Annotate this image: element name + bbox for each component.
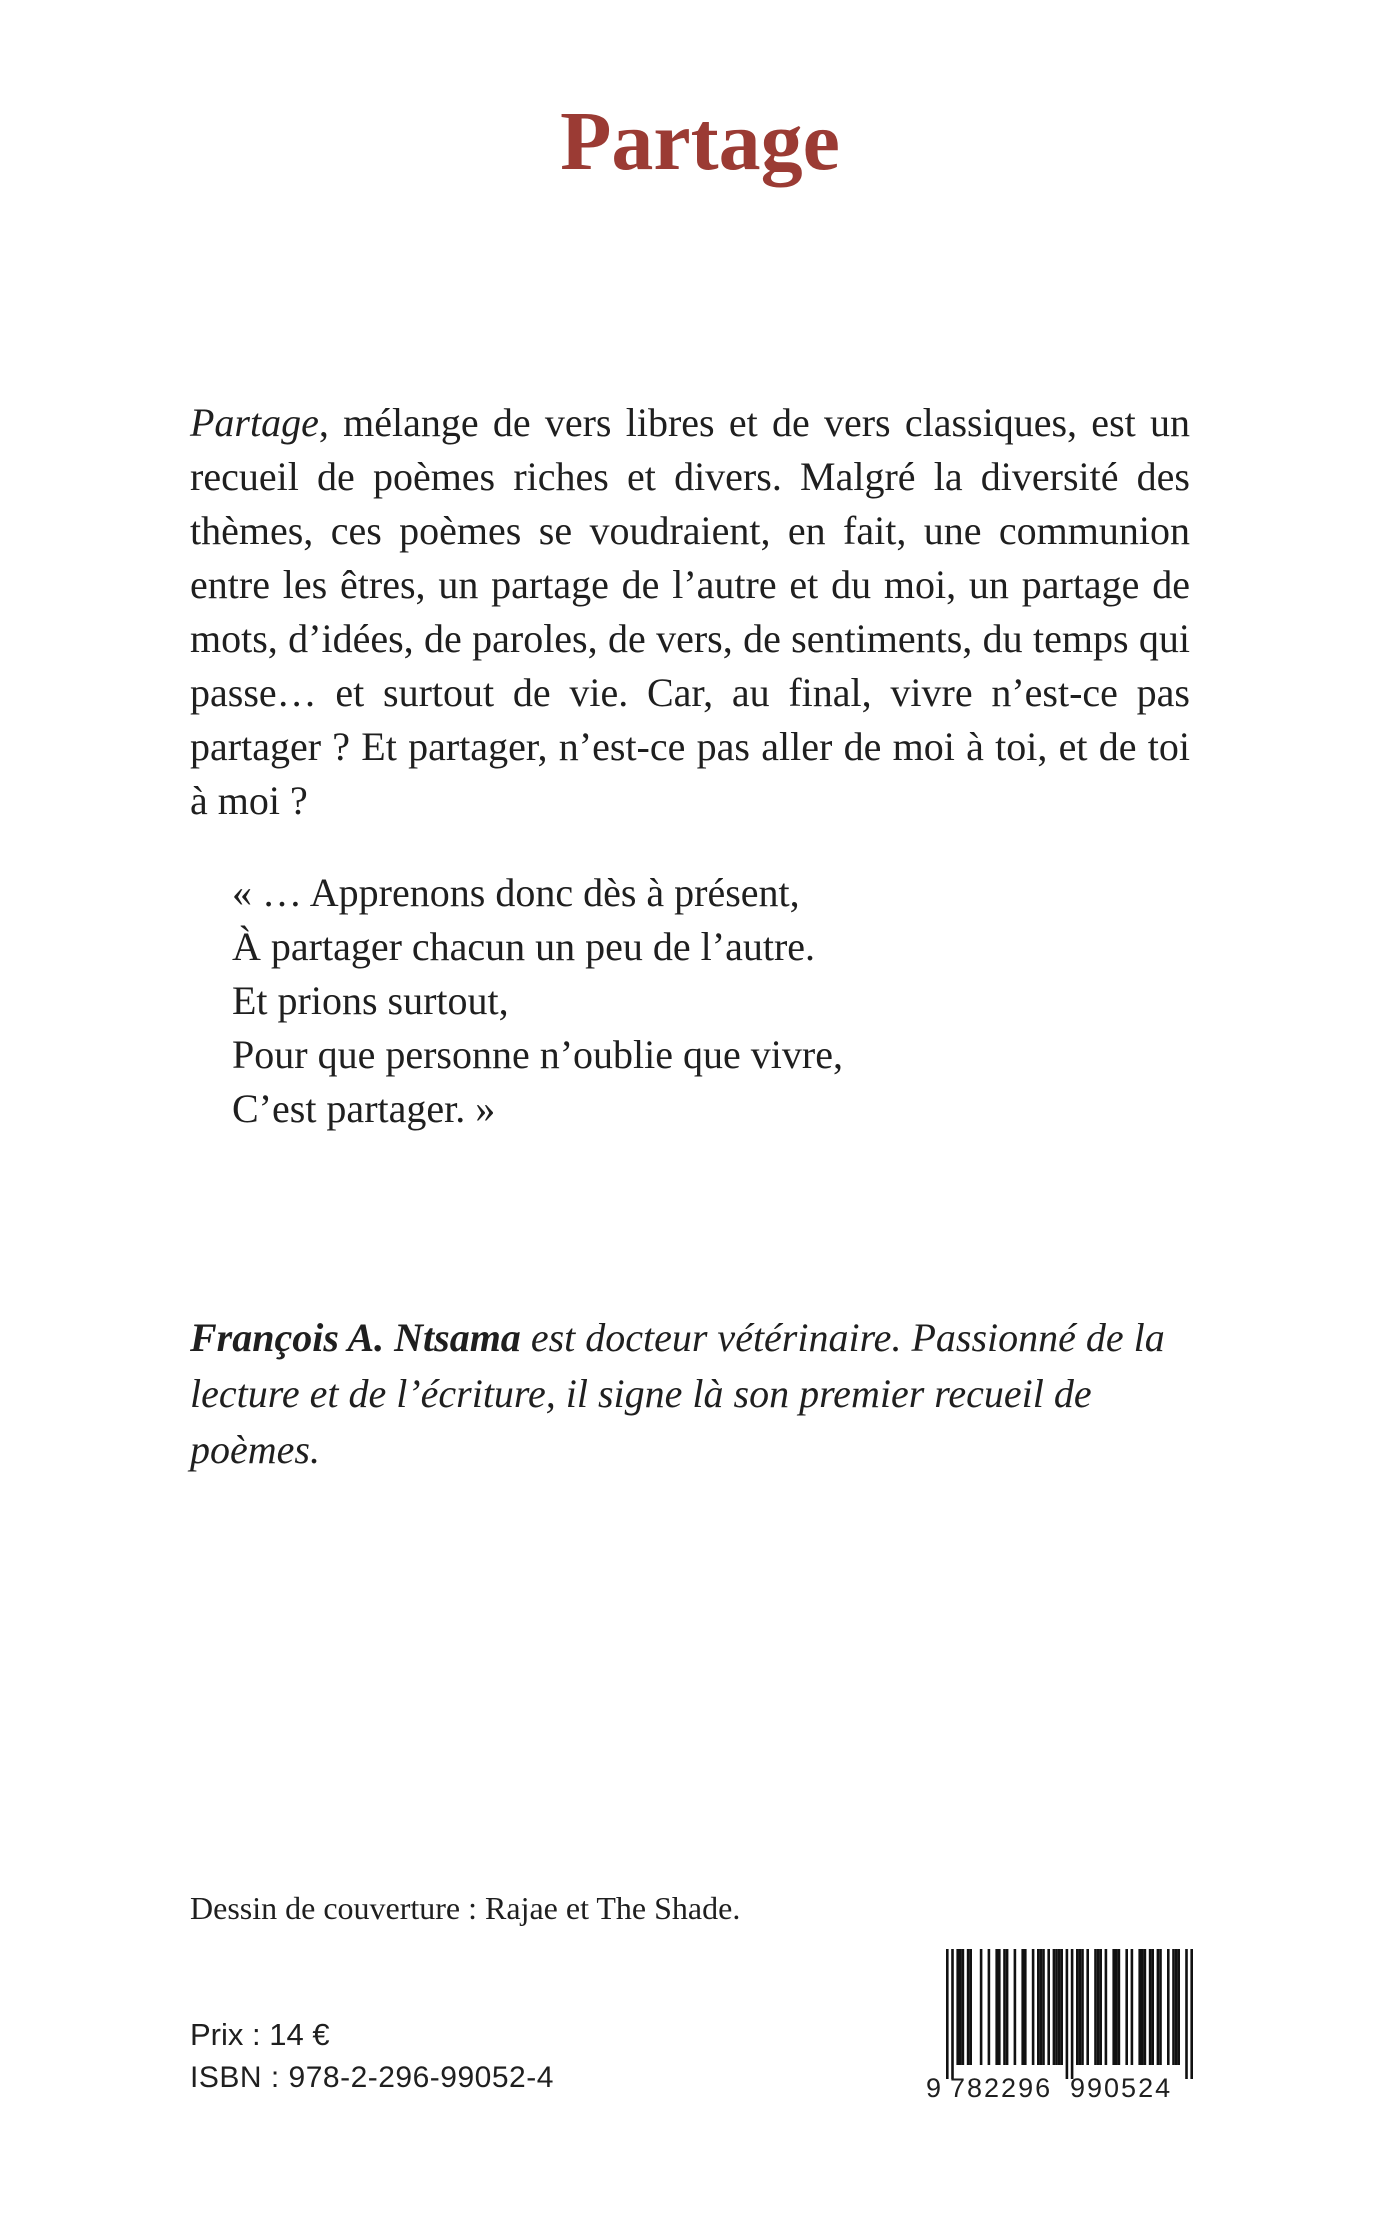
barcode-bar xyxy=(1037,1949,1040,2065)
barcode-bar xyxy=(1151,1949,1154,2065)
barcode-bar xyxy=(1006,1949,1009,2065)
barcode-bar xyxy=(995,1949,998,2065)
barcode-bar xyxy=(1076,1949,1079,2065)
barcode-bar xyxy=(1014,1949,1017,2065)
barcode-bar xyxy=(969,1949,972,2065)
barcode-bar xyxy=(956,1949,959,2065)
barcode-bar xyxy=(1055,1949,1058,2065)
poem-line: Pour que personne n’oublie que vivre, xyxy=(232,1032,843,1077)
poem-line: À partager chacun un peu de l’autre. xyxy=(232,924,816,969)
barcode-bar xyxy=(1141,1949,1144,2065)
barcode-bar xyxy=(1097,1949,1100,2065)
author-bio xyxy=(190,1310,1190,1478)
barcode-bar xyxy=(1115,1949,1118,2065)
barcode-bar xyxy=(962,1949,965,2065)
barcode-bar xyxy=(1079,1949,1082,2065)
barcode-bar xyxy=(946,1949,949,2079)
book-title: Partage xyxy=(560,95,840,188)
barcode-bar xyxy=(980,1949,983,2065)
blurb-text: , mélange de vers libres et de vers classiques, est un recueil de poèmes riches et divers. Malgré la diversité des thèmes, ces poèmes se voudraient, en fait, une communion entre les êtres, un partage de l’autre et du moi, un partage de mots, d’idées, de paroles, de vers, de sentiments, du temps qui passe… et surtout de vie. Car, au final, vivre n’est-ce pas partager ? Et partager, n’est-ce pas aller de moi à toi, et de toi à moi ? xyxy=(190,400,1190,823)
barcode-bar xyxy=(1118,1949,1121,2065)
barcode-bar xyxy=(1190,1949,1193,2079)
poem-line: C’est partager. » xyxy=(232,1086,496,1131)
author-bio-text: est docteur vétérinaire. Passionné de la lecture et de l’écriture, il signe là son premier recueil de poèmes. xyxy=(190,1315,1165,1472)
barcode-bar xyxy=(1047,1949,1050,2065)
barcode-bar xyxy=(1053,1949,1056,2065)
barcode-bar xyxy=(1081,1949,1084,2065)
barcode-bar xyxy=(1125,1949,1128,2065)
barcode-bar xyxy=(1157,1949,1160,2065)
barcode-bar xyxy=(1149,1949,1152,2065)
barcode-bar xyxy=(1003,1949,1006,2065)
barcode-bar xyxy=(1032,1949,1035,2065)
author-name: François A. Ntsama xyxy=(190,1315,521,1360)
back-cover-blurb xyxy=(190,396,1190,828)
barcode-bar xyxy=(1159,1949,1162,2065)
barcode-bar xyxy=(1138,1949,1141,2065)
barcode-right-digits: 990524 xyxy=(1070,2073,1173,2103)
barcode-bar xyxy=(998,1949,1001,2065)
barcode-bar xyxy=(1105,1949,1108,2065)
barcode-bar xyxy=(1131,1949,1134,2065)
barcode-bar xyxy=(1099,1949,1102,2065)
barcode-bar xyxy=(1021,1949,1024,2065)
price-label: Prix : 14 € xyxy=(190,2017,330,2052)
cover-credits: Dessin de couverture : Rajae et The Shade. xyxy=(190,1890,741,1926)
barcode-bar xyxy=(959,1949,962,2065)
barcode-bar xyxy=(1058,1949,1061,2065)
barcode-left-digits: 782296 xyxy=(950,2073,1053,2103)
barcode-bar xyxy=(1060,1949,1063,2065)
barcode-bar xyxy=(1042,1949,1045,2065)
poem-excerpt xyxy=(232,866,843,1136)
barcode-bars xyxy=(946,1949,1193,2079)
blurb-italic-title: Partage xyxy=(190,400,319,445)
poem-line: « … Apprenons donc dès à présent, xyxy=(232,870,800,915)
poem-line: Et prions surtout, xyxy=(232,978,509,1023)
isbn-barcode xyxy=(924,1945,1196,2103)
isbn-label: ISBN : 978-2-296-99052-4 xyxy=(190,2061,554,2094)
barcode-bar xyxy=(1185,1949,1188,2079)
barcode-first-digit: 9 xyxy=(926,2073,942,2103)
barcode-bar xyxy=(1112,1949,1115,2065)
barcode-bar xyxy=(1144,1949,1147,2065)
barcode-bar xyxy=(1094,1949,1097,2065)
barcode-bar xyxy=(967,1949,970,2065)
barcode-bar xyxy=(988,1949,991,2065)
barcode-bar xyxy=(951,1949,954,2079)
barcode-bar xyxy=(1066,1949,1069,2079)
barcode-bar xyxy=(1175,1949,1178,2065)
barcode-bar xyxy=(1040,1949,1043,2065)
barcode-bar xyxy=(1024,1949,1027,2065)
barcode-bar xyxy=(1086,1949,1089,2065)
barcode-bar xyxy=(1071,1949,1074,2079)
barcode-bar xyxy=(1177,1949,1180,2065)
barcode-bar xyxy=(1172,1949,1175,2065)
barcode-bar xyxy=(1167,1949,1170,2065)
